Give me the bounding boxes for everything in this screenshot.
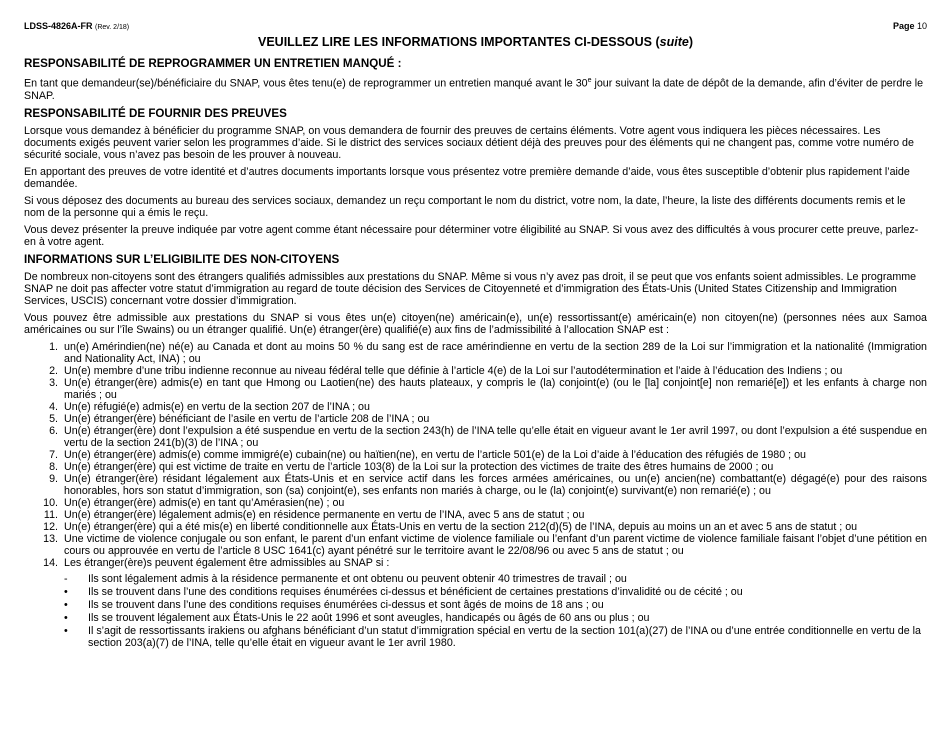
bullet-icon: •: [64, 611, 68, 624]
list-item-text: Une victime de violence conjugale ou son enfant, le parent d’un enfant victime de violence familiale ou l’enfant d’un parent victime de violence familiale faisant l’objet d’une pétition en cours ou approuvée en vertu de l’article 8 USC 1641(c) ayant pénétré sur le territoire avant le 22/08/96 ou avec 5 ans de statut ; ou: [64, 532, 927, 557]
list-item-number: 8.: [49, 460, 58, 473]
list-item-number: 12.: [43, 520, 58, 533]
sub-list-item: [24, 573, 927, 585]
paragraph: Si vous déposez des documents au bureau des services sociaux, demandez un reçu comportant le nom du district, votre nom, la date, l’heure, la liste des différents documents remis et le nom de la personne qui a émis le reçu.: [24, 194, 906, 219]
list-item: [24, 497, 927, 509]
list-item: [24, 365, 927, 377]
list-item-text: Un(e) étranger(ère) légalement admis(e) en résidence permanente en vertu de l’INA, avec 5 ans de statut ; ou: [64, 508, 585, 521]
bullet-icon: •: [64, 585, 68, 598]
paragraph: De nombreux non-citoyens sont des étrangers qualifiés admissibles aux prestations du SNAP. Même si vous n’y avez pas droit, il se peut que vos enfants soient admissibles. Le programme SNAP ne doit pas affecter votre statut d’immigration au regard de toute décision des Services de Citoyenneté et d’immigration des États-Unis (United States Citizenship and Immigration Services, USCIS) concernant votre dossier d’immigration.: [24, 270, 917, 307]
list-item: [24, 509, 927, 521]
section-title: INFORMATIONS SUR L’ELIGIBILITE DES NON-CITOYENS: [24, 252, 340, 266]
list-item-number: 7.: [49, 448, 58, 461]
bullet-icon: •: [64, 624, 68, 637]
section-proofs: [24, 107, 927, 248]
section-title: RESPONSABILITÉ DE FOURNIR DES PREUVES: [24, 106, 287, 120]
list-item: [24, 413, 927, 425]
list-item: [24, 557, 927, 569]
list-item-text: un(e) Amérindien(ne) né(e) au Canada et dont au moins 50 % du sang est de race amérindienne en vertu de la section 289 de la Loi sur l’immigration et la nationalité (Immigration and Nationality Act, INA) ; ou: [64, 340, 927, 365]
sub-list-item-text: Ils se trouvent dans l’une des conditions requises énumérées ci-dessus et bénéficient de certaines prestations d’invalidité ou de cécité ; ou: [88, 585, 743, 598]
section-noncitizens: [24, 253, 927, 649]
eligibility-list: [24, 341, 927, 569]
list-item-text: Un(e) étranger(ère) dont l’expulsion a été suspendue en vertu de la section 243(h) de l’INA telle qu’elle était en vigueur avant le 1er avril 1997, ou dont l’expulsion a été suspendue en vertu de la section 241(b)(3) de l’INA ; ou: [64, 424, 927, 449]
list-item-number: 3.: [49, 376, 58, 389]
list-item-number: 5.: [49, 412, 58, 425]
sub-list-item: [24, 586, 927, 598]
paragraph: Vous devez présenter la preuve indiquée par votre agent comme étant nécessaire pour déterminer votre éligibilité au SNAP. Si vous avez des difficultés à vous procurer cette preuve, parlez-en à votre agent.: [24, 223, 919, 248]
list-item-number: 4.: [49, 400, 58, 413]
list-item: [24, 533, 927, 557]
list-item-text: Un(e) étranger(ère) admis(e) en tant que Hmong ou Laotien(ne) des hauts plateaux, y compris le (la) conjoint(e) (ou le [la] conjoint[e] non remarié[e]) et les enfants à charge non mariés ; ou: [64, 376, 927, 401]
list-item: [24, 425, 927, 449]
list-item-number: 1.: [49, 340, 58, 353]
form-id: LDSS-4826A-FR (Rev. 2/18): [24, 21, 130, 31]
additional-conditions-list: [24, 573, 927, 649]
page-header: [24, 19, 927, 33]
paragraph: Lorsque vous demandez à bénéficier du programme SNAP, on vous demandera de fournir des preuves de certains éléments. Votre agent vous indiquera les pièces nécessaires. Les documents exigés peuvent varier selon les programmes d’aide. Si le district des services sociaux détient déjà des preuves pour des éléments qui ne changent pas, comme votre numéro de sécurité sociale, vous n’avez pas besoin de les prouver à nouveau.: [24, 124, 914, 161]
paragraph: En apportant des preuves de votre identité et d’autres documents importants lorsque vous présentez votre première demande d’aide, vous êtes susceptible d’obtenir plus rapidement l’aide demandée.: [24, 165, 910, 190]
form-revision: (Rev. 2/18): [95, 24, 130, 31]
list-item: [24, 461, 927, 473]
paragraph: Vous pouvez être admissible aux prestations du SNAP si vous êtes un(e) citoyen(ne) américain(e), un(e) ressortissant(e) américain(e) non citoyen(ne) (personnes nées aux Samoa américaines ou sur l’île Swains) ou un étranger qualifié. Un(e) étranger(ère) qualifié(e) aux fins de l’admissibilité à l’allocation SNAP est :: [24, 311, 927, 336]
list-item-number: 14.: [43, 556, 58, 569]
list-item-text: Un(e) réfugié(e) admis(e) en vertu de la section 207 de l’INA ; ou: [64, 400, 370, 413]
list-item-text: Un(e) étranger(ère) admis(e) en tant qu’Amérasien(ne) ; ou: [64, 496, 345, 509]
list-item-number: 13.: [43, 532, 58, 545]
sub-list-item: [24, 612, 927, 624]
list-item-number: 10.: [43, 496, 58, 509]
list-item: [24, 341, 927, 365]
list-item-text: Un(e) étranger(ère) qui a été mis(e) en liberté conditionnelle aux États-Unis en vertu de la section 212(d)(5) de l’INA, depuis au moins un an et avec 5 ans de statut ; ou: [64, 520, 858, 533]
list-item-text: Un(e) étranger(ère) bénéficiant de l’asile en vertu de l’article 208 de l’INA ; ou: [64, 412, 430, 425]
paragraph: En tant que demandeur(se)/bénéficiaire du SNAP, vous êtes tenu(e) de reprogrammer un entretien manqué avant le 30e jour suivant la date de dépôt de la demande, afin d’éviter de perdre le SNAP.: [24, 77, 924, 102]
page-title: VEUILLEZ LIRE LES INFORMATIONS IMPORTANTES CI-DESSOUS (suite): [258, 35, 693, 49]
list-item: [24, 401, 927, 413]
page-number: Page 10: [892, 21, 927, 31]
list-item-text: Un(e) étranger(ère) admis(e) comme immigré(e) cubain(ne) ou haïtien(ne), en vertu de l’article 501(e) de la Loi d’aide à l’éducation des réfugiés de 1980 ; ou: [64, 448, 806, 461]
sub-list-item: [24, 599, 927, 611]
list-item-text: Les étranger(ère)s peuvent également être admissibles au SNAP si :: [64, 556, 390, 569]
bullet-icon: -: [64, 572, 68, 585]
list-item-number: 2.: [49, 364, 58, 377]
list-item-number: 11.: [43, 508, 58, 521]
list-item-text: Un(e) étranger(ère) qui est victime de traite en vertu de l’article 103(8) de la Loi sur la protection des victimes de traite des êtres humains de 2000 ; ou: [64, 460, 774, 473]
section-reschedule: [24, 57, 927, 102]
sub-list-item-text: Il s’agit de ressortissants irakiens ou afghans bénéficiant d’un statut d’immigration spécial en vertu de la section 101(a)(27) de l’INA ou d’une entrée conditionnelle en vertu de la section 203(a)(7) de l’INA, telle qu’elle était en vigueur avant le 1er avril 1980.: [88, 624, 921, 649]
sub-list-item-text: Ils se trouvent légalement aux États-Unis le 22 août 1996 et sont aveugles, handicapés ou âgés de 60 ans ou plus ; ou: [88, 611, 650, 624]
sub-list-item-text: Ils sont légalement admis à la résidence permanente et ont obtenu ou peuvent obtenir 40 trimestres de travail ; ou: [88, 572, 627, 585]
bullet-icon: •: [64, 598, 68, 611]
section-title: RESPONSABILITÉ DE REPROGRAMMER UN ENTRETIEN MANQUÉ :: [24, 57, 402, 70]
sub-list-item: [24, 625, 927, 649]
list-item-number: 6.: [49, 424, 58, 437]
document-page: [24, 19, 927, 652]
list-item: [24, 449, 927, 461]
list-item-text: Un(e) membre d’une tribu indienne reconnue au niveau fédéral telle que définie à l’article 4(e) de la Loi sur l’autodétermination et l’aide à l’éducation des Indiens ; ou: [64, 364, 843, 377]
list-item: [24, 473, 927, 497]
list-item-text: Un(e) étranger(ère) résidant légalement aux États-Unis et en service actif dans les forces armées américaines, ou un(e) ancien(ne) combattant(e) dégagé(e) pour des raisons honorables, hors son statut d’immigration, son (sa) conjoint(e), ses enfants non mariés à charge, ou le (la) conjoint(e) survivant(e) non remarié(e) ; ou: [64, 472, 927, 497]
list-item-number: 9.: [49, 472, 58, 485]
list-item: [24, 521, 927, 533]
list-item: [24, 377, 927, 401]
sub-list-item-text: Ils se trouvent dans l’une des conditions requises énumérées ci-dessus et sont âgés de moins de 18 ans ; ou: [88, 598, 604, 611]
